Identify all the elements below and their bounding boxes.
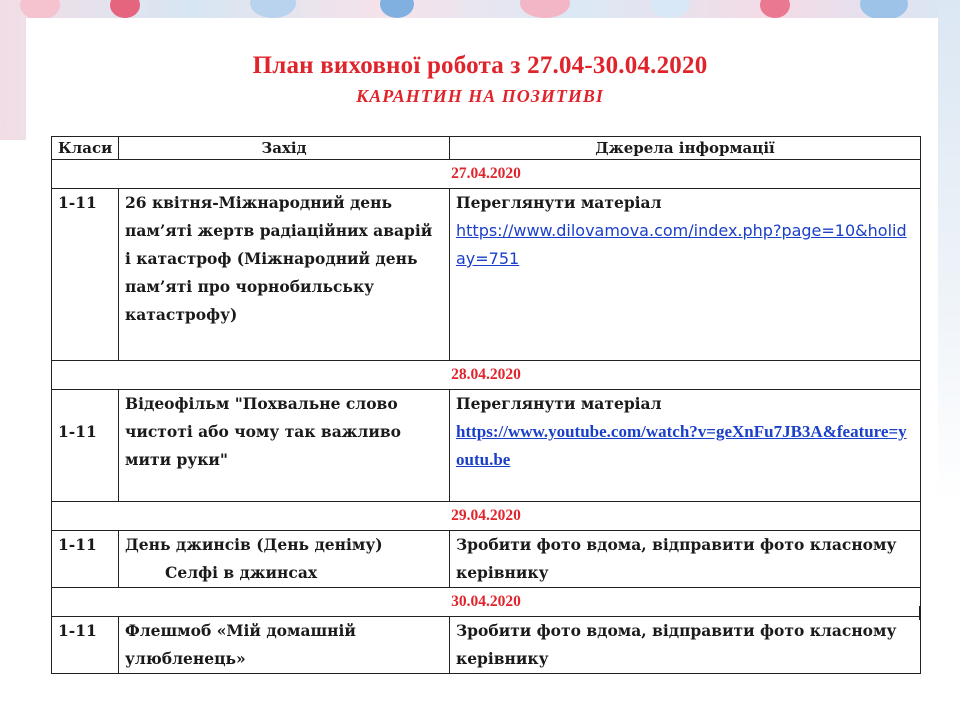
flower-decoration: [110, 0, 140, 18]
source-cell: [450, 390, 921, 502]
date-cell: 29.04.2020: [52, 502, 921, 531]
flower-decoration: [760, 0, 790, 18]
event-cell: 26 квітня-Міжнародний день пам’яті жертв радіаційних аварій і катастроф (Міжнародний день пам’яті про чорнобильську катастрофу): [119, 189, 450, 361]
source-link[interactable]: https://www.dilovamova.com/index.php?page=10&holiday=751: [456, 221, 907, 268]
event-line: День джинсів (День деніму): [125, 535, 383, 554]
page-subtitle: КАРАНТИН НА ПОЗИТИВІ: [356, 86, 604, 106]
table-row: [52, 531, 921, 588]
source-cell: Зробити фото вдома, відправити фото класному керівнику: [450, 617, 921, 674]
table-row: [52, 617, 921, 674]
side-decoration: [938, 0, 960, 720]
event-line-indented: Селфі в джинсах: [165, 563, 318, 582]
flower-decoration: [520, 0, 570, 18]
flower-decoration: [380, 0, 414, 18]
classes-cell: 1-11: [52, 189, 119, 361]
source-link[interactable]: https://www.youtube.com/watch?v=geXnFu7JB3A&feature=youtu.be: [456, 422, 907, 469]
page-title: План виховної робота з 27.04-30.04.2020: [252, 52, 708, 79]
date-row: [52, 588, 921, 617]
date-row: [52, 160, 921, 189]
flower-decoration: [650, 0, 690, 18]
header-event: Захід: [119, 137, 450, 160]
header-sources: Джерела інформації: [450, 137, 921, 160]
flower-decoration: [20, 0, 60, 20]
table-row: [52, 390, 921, 502]
plan-table: [51, 136, 921, 674]
date-cell: 28.04.2020: [52, 361, 921, 390]
event-cell: Флешмоб «Мій домашній улюбленець»: [119, 617, 450, 674]
source-cell: Зробити фото вдома, відправити фото класному керівнику: [450, 531, 921, 588]
table-header-row: [52, 137, 921, 160]
header-classes: Класи: [52, 137, 119, 160]
flower-decoration: [250, 0, 296, 18]
classes-cell: 1-11: [52, 390, 119, 502]
event-line: [125, 559, 443, 587]
event-cell: [119, 531, 450, 588]
date-cell: 30.04.2020: [52, 588, 921, 617]
source-cell: [450, 189, 921, 361]
source-text: Переглянути матеріал: [456, 394, 662, 413]
date-cell: 27.04.2020: [52, 160, 921, 189]
classes-cell: 1-11: [52, 617, 119, 674]
source-text: Переглянути матеріал: [456, 193, 662, 212]
flower-decoration: [860, 0, 908, 20]
stray-mark: [919, 606, 921, 620]
date-row: [52, 502, 921, 531]
classes-cell: 1-11: [52, 531, 119, 588]
table-row: [52, 189, 921, 361]
event-cell: Відеофільм "Похвальне слово чистоті або чому так важливо мити руки": [119, 390, 450, 502]
date-row: [52, 361, 921, 390]
